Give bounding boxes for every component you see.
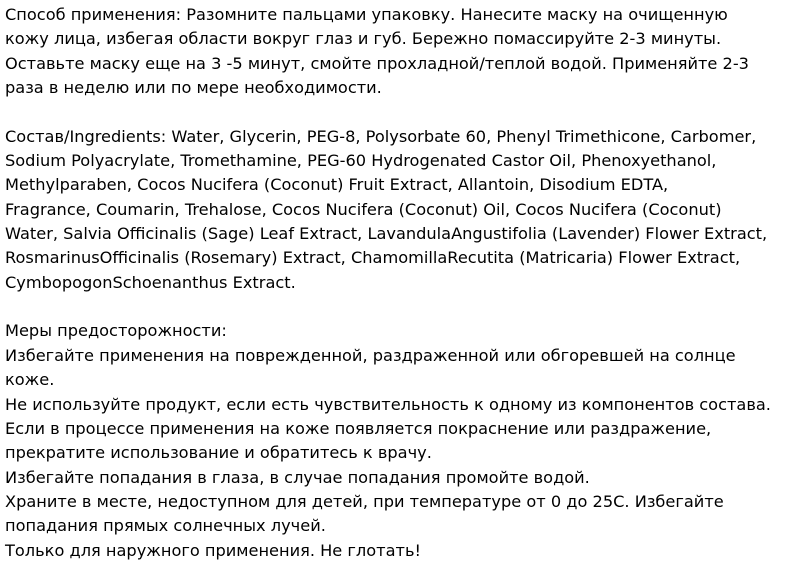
precautions-title: Меры предосторожности: — [5, 321, 227, 341]
precautions-line: попадания прямых солнечных лучей. — [5, 516, 326, 536]
usage-line: раза в неделю или по мере необходимости. — [5, 78, 382, 98]
ingredients-line: Состав/Ingredients: Water, Glycerin, PEG-8, Polysorbate 60, Phenyl Trimethicone, Carbomer, — [5, 126, 757, 146]
usage-line: Способ применения: Разомните пальцами упаковку. Нанесите маску на очищенную — [5, 5, 728, 24]
precautions-line: Только для наружного применения. Не глотать! — [5, 540, 421, 560]
paragraph-gap — [5, 100, 794, 124]
ingredients-list — [5, 125, 794, 295]
usage-instructions — [5, 3, 794, 100]
precautions-line: Не используйте продукт, если есть чувствительность к одному из компонентов состава. — [5, 394, 771, 414]
usage-line: кожу лица, избегая области вокруг глаз и губ. Бережно помассируйте 2-3 минуты. — [5, 29, 722, 49]
precautions-line: коже. — [5, 370, 55, 390]
precautions-line: Избегайте попадания в глаза, в случае попадания промойте водой. — [5, 467, 590, 487]
ingredients-line: Fragrance, Coumarin, Trehalose, Cocos Nucifera (Coconut) Oil, Cocos Nucifera (Coconut) — [5, 199, 722, 219]
precautions-section — [5, 319, 794, 562]
ingredients-line: Water, Salvia Officinalis (Sage) Leaf Extract, LavandulaAngustifolia (Lavender) Flower Extract, — [5, 224, 768, 244]
precautions-line: прекратите использование и обратитесь к врачу. — [5, 443, 432, 463]
ingredients-line: Sodium Polyacrylate, Tromethamine, PEG-60 Hydrogenated Castor Oil, Phenoxyethanol, — [5, 151, 717, 171]
ingredients-line: Methylparaben, Cocos Nucifera (Coconut) Fruit Extract, Allantoin, Disodium EDTA, — [5, 175, 669, 195]
ingredients-line: CymbopogonSchoenanthus Extract. — [5, 272, 296, 292]
precautions-line: Избегайте применения на поврежденной, раздраженной или обгоревшей на солнце — [5, 345, 736, 365]
usage-line: Оставьте маску еще на 3 -5 минут, смойте прохладной/теплой водой. Применяйте 2-3 — [5, 53, 749, 73]
precautions-line: Храните в месте, недоступном для детей, при температуре от 0 до 25С. Избегайте — [5, 491, 724, 511]
precautions-line: Если в процессе применения на коже появляется покраснение или раздражение, — [5, 418, 712, 438]
paragraph-gap — [5, 295, 794, 319]
ingredients-line: RosmarinusOfficinalis (Rosemary) Extract, ChamomillaRecutita (Matricaria) Flower Extract, — [5, 248, 741, 268]
